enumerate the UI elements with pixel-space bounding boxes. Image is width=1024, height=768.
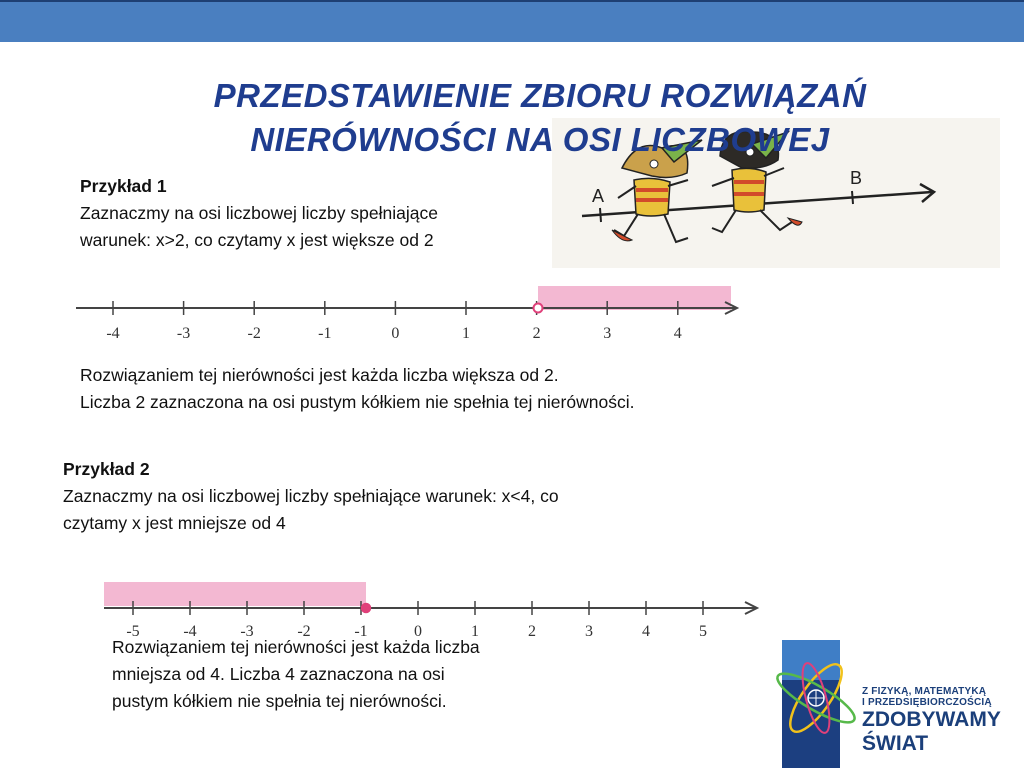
logo-line-4: ŚWIAT — [862, 732, 929, 755]
example-2-line-1: Zaznaczmy na osi liczbowej liczby spełniające warunek: x<4, co — [63, 486, 559, 506]
marker-dot — [362, 604, 371, 613]
axis-2-tick-label: 4 — [642, 623, 650, 640]
axis-1-tick-label: -2 — [247, 325, 261, 342]
logo-line-3: ZDOBYWAMY — [862, 708, 1001, 731]
solution-1-line-1: Rozwiązaniem tej nierówności jest każda liczba większa od 2. — [80, 365, 559, 385]
title-line-2: NIERÓWNOŚCI NA OSI LICZBOWEJ — [250, 121, 830, 158]
axis-1-tick-label: 3 — [603, 325, 612, 342]
axis-2-tick-label: -4 — [183, 623, 197, 640]
top-bar — [0, 0, 1024, 42]
example-2-line-2: czytamy x jest mniejsze od 4 — [63, 513, 286, 533]
example-1-solution — [80, 362, 840, 416]
label-b: B — [850, 168, 863, 188]
solution-2-line-2: mniejsza od 4. Liczba 4 zaznaczona na osi — [112, 664, 445, 684]
example-2-heading: Przykład 2 — [63, 459, 150, 479]
solution-shading-1 — [538, 286, 731, 310]
title-line-1: PRZEDSTAWIENIE ZBIORU ROZWIĄZAŃ — [213, 77, 867, 114]
axis-2-tick-label: -5 — [126, 623, 140, 640]
axis-1-tick-label: 1 — [462, 325, 470, 342]
label-a: A — [592, 186, 605, 206]
solution-2-line-1: Rozwiązaniem tej nierówności jest każda liczba — [112, 637, 480, 657]
solution-2-line-3: pustym kółkiem nie spełnia tej nierówności. — [112, 691, 447, 711]
example-1-heading: Przykład 1 — [80, 176, 167, 196]
axis-1-tick-label: -4 — [106, 325, 120, 342]
axis-2-tick-label: 3 — [585, 623, 593, 640]
axis-2-tick-label: -3 — [240, 623, 254, 640]
logo-line-1: Z FIZYKĄ, MATEMATYKĄ — [862, 686, 987, 697]
slide-title — [150, 74, 930, 162]
axis-2-tick-label: -1 — [354, 623, 368, 640]
axis-1-tick-label: 4 — [673, 325, 682, 342]
axis-1-tick-label: 2 — [532, 325, 541, 342]
axis-2-tick-label: 2 — [528, 623, 536, 640]
example-2-text — [63, 456, 743, 537]
example-1-text — [80, 173, 560, 254]
axis-1-tick-label: -1 — [318, 325, 332, 342]
logo-text — [862, 686, 1001, 756]
example-1-line-1: Zaznaczmy na osi liczbowej liczby spełniające — [80, 203, 438, 223]
solution-shading-2 — [104, 582, 366, 606]
axis-2-tick-label: 5 — [699, 623, 707, 640]
open-circle-marker — [534, 304, 543, 313]
solution-1-line-2: Liczba 2 zaznaczona na osi pustym kółkiem nie spełnia tej nierówności. — [80, 392, 635, 412]
example-2-solution — [112, 634, 612, 715]
axis-1-tick-label: 0 — [391, 325, 400, 342]
axis-2-tick-label: -2 — [297, 623, 311, 640]
number-line-1 — [60, 278, 760, 348]
example-1-line-2: warunek: x>2, co czytamy x jest większe od 2 — [80, 230, 434, 250]
logo-line-2: I PRZEDSIĘBIORCZOŚCIĄ — [862, 697, 992, 708]
axis-2-tick-label: 0 — [414, 623, 422, 640]
axis-2-tick-label: 1 — [471, 623, 479, 640]
axis-1-tick-label: -3 — [176, 325, 191, 342]
number-line-2 — [80, 570, 780, 640]
